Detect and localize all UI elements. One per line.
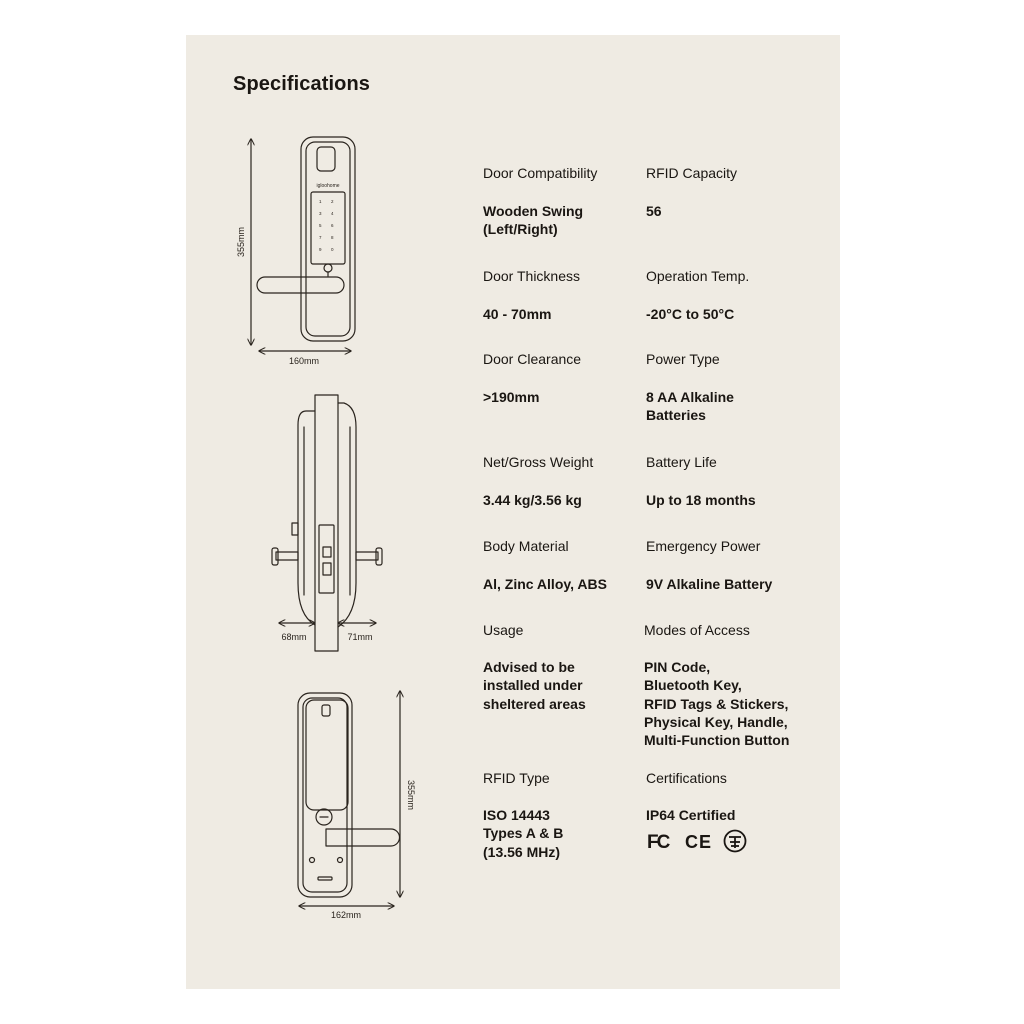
spec-label-body-material: Body Material	[483, 538, 569, 554]
spec-value-body-material: Al, Zinc Alloy, ABS	[483, 576, 607, 592]
spec-value-rfid-capacity: 56	[646, 203, 662, 219]
front-width-label: 160mm	[288, 356, 320, 366]
spec-label-door-compatibility: Door Compatibility	[483, 165, 598, 181]
spec-label-usage: Usage	[483, 622, 524, 638]
spec-label-operation-temp: Operation Temp.	[646, 268, 750, 284]
svg-text:8: 8	[331, 235, 334, 240]
spec-value-net-gross-weight: 3.44 kg/3.56 kg	[483, 492, 582, 508]
spec-label-power-type: Power Type	[646, 351, 720, 367]
svg-text:9: 9	[319, 247, 322, 252]
svg-text:3: 3	[319, 211, 322, 216]
svg-text:5: 5	[319, 223, 322, 228]
spec-value-power-type: 8 AA Alkaline Batteries	[646, 389, 734, 424]
svg-text:4: 4	[331, 211, 334, 216]
ce-mark-text: CE	[685, 832, 712, 852]
back-height-label: 355mm	[406, 779, 416, 811]
spec-sheet	[186, 35, 840, 989]
svg-text:1: 1	[319, 199, 322, 204]
spec-label-certifications: Certifications	[646, 770, 727, 786]
spec-label-battery-life: Battery Life	[646, 454, 717, 470]
spec-label-emergency-power: Emergency Power	[646, 538, 761, 554]
spec-value-door-compatibility: Wooden Swing (Left/Right)	[483, 203, 584, 238]
spec-label-rfid-capacity: RFID Capacity	[646, 165, 738, 181]
front-brand-text: igloohome	[316, 183, 340, 189]
spec-label-net-gross-weight: Net/Gross Weight	[483, 454, 594, 470]
front-height-label: 355mm	[236, 226, 246, 258]
svg-text:0: 0	[331, 247, 334, 252]
spec-label-rfid-type: RFID Type	[483, 770, 550, 786]
spec-value-operation-temp: -20°C to 50°C	[646, 306, 735, 322]
side-left-depth-label: 68mm	[281, 632, 307, 642]
front-view-drawing	[236, 137, 355, 366]
japan-telec-mark-icon	[722, 828, 748, 854]
back-view-drawing	[298, 691, 416, 920]
side-view-drawing	[272, 395, 382, 651]
certification-marks	[646, 828, 748, 854]
svg-text:6: 6	[331, 223, 334, 228]
spec-value-door-thickness: 40 - 70mm	[483, 306, 552, 322]
spec-value-rfid-type: ISO 14443 Types A & B (13.56 MHz)	[483, 807, 564, 860]
spec-value-door-clearance: >190mm	[483, 389, 540, 405]
spec-label-modes-of-access: Modes of Access	[644, 622, 750, 638]
spec-value-battery-life: Up to 18 months	[646, 492, 756, 508]
fcc-mark-icon	[646, 828, 674, 854]
page-title: Specifications	[233, 73, 370, 95]
ce-mark-icon	[684, 828, 712, 854]
svg-text:2: 2	[331, 199, 334, 204]
spec-label-door-thickness: Door Thickness	[483, 268, 581, 284]
fcc-mark-text: FC	[647, 832, 669, 853]
spec-value-emergency-power: 9V Alkaline Battery	[646, 576, 773, 592]
front-keypad	[319, 199, 334, 252]
spec-label-door-clearance: Door Clearance	[483, 351, 582, 367]
side-right-depth-label: 71mm	[347, 632, 373, 642]
spec-value-certifications: IP64 Certified	[646, 807, 736, 823]
spec-value-usage: Advised to be installed under sheltered areas	[483, 659, 586, 712]
spec-value-modes-of-access: PIN Code, Bluetooth Key, RFID Tags & Stickers, Physical Key, Handle, Multi-Function Button	[644, 659, 790, 749]
back-width-label: 162mm	[330, 910, 362, 920]
svg-text:7: 7	[319, 235, 322, 240]
